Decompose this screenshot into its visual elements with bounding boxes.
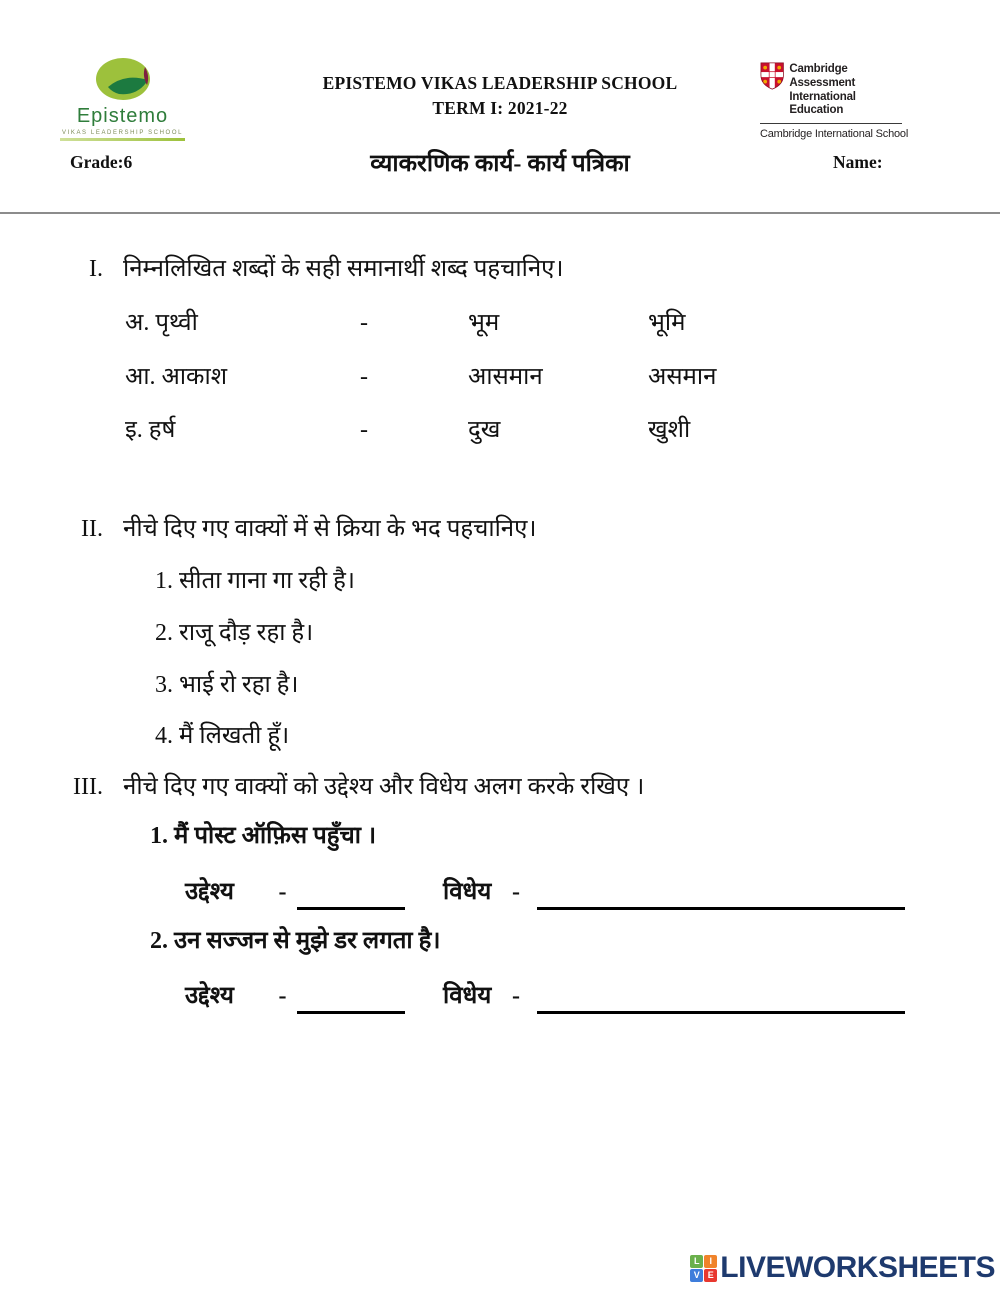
block-letter: E xyxy=(704,1269,717,1282)
dash: - xyxy=(512,878,520,905)
worksheet-body xyxy=(0,240,1000,1014)
match-option[interactable]: दुख xyxy=(468,417,501,444)
section2-question: नीचे दिए गए वाक्यों में से क्रिया के भद पहचानिए। xyxy=(123,516,537,543)
meta-row xyxy=(0,146,1000,180)
match-row xyxy=(125,360,1000,395)
name-label: Name: xyxy=(833,152,883,172)
section2-header xyxy=(0,512,1000,547)
vidheya-answer-blank[interactable] xyxy=(537,984,905,1014)
match-dash: - xyxy=(360,417,368,444)
sentence-item: 3. भाई रो रहा है। xyxy=(155,671,299,698)
section3-header xyxy=(0,770,1000,805)
dash: - xyxy=(278,878,287,905)
section3-question: नीचे दिए गए वाक्यों को उद्देश्य और विधेय अलग करके रखिए । xyxy=(123,774,645,801)
epistemo-underline xyxy=(60,138,185,141)
liveworksheets-link[interactable] xyxy=(690,1251,995,1285)
cambridge-logo xyxy=(760,61,908,140)
match-option[interactable]: भूम xyxy=(468,309,500,336)
match-dash: - xyxy=(360,309,368,336)
section1-header xyxy=(0,252,1000,287)
sentence-item: 1. सीता गाना गा रही है। xyxy=(155,567,355,594)
cambridge-line2: International Education xyxy=(789,90,856,117)
block-letter: I xyxy=(704,1255,717,1268)
sentence-item: 1. मैं पोस्ट ऑफ़िस पहुँचा । xyxy=(150,822,377,849)
block-letter: V xyxy=(690,1269,703,1282)
match-row xyxy=(125,306,1000,341)
match-option[interactable]: आसमान xyxy=(468,363,543,390)
section3-number: III. xyxy=(73,774,103,801)
sentence-item: 2. उन सज्जन से मुझे डर लगता है। xyxy=(150,927,441,954)
cambridge-line1: Cambridge Assessment xyxy=(789,63,856,89)
vidheya-label: विधेय xyxy=(443,983,492,1010)
epistemo-tagline: VIKAS LEADERSHIP SCHOOL xyxy=(61,130,184,136)
uddeshya-answer-blank[interactable] xyxy=(297,880,405,910)
match-word: अ. पृथ्वी xyxy=(125,309,198,336)
match-option[interactable]: असमान xyxy=(648,363,717,390)
cambridge-shield-icon xyxy=(760,61,784,91)
worksheet-title: व्याकरणिक कार्य- कार्य पत्रिका xyxy=(370,151,630,177)
cambridge-text xyxy=(789,61,908,118)
term-label: TERM I: 2021-22 xyxy=(432,98,568,119)
match-word: आ. आकाश xyxy=(125,363,228,390)
section2-number: II. xyxy=(81,516,103,543)
block-letter: L xyxy=(690,1255,703,1268)
answer-row xyxy=(185,979,1000,1014)
cambridge-divider xyxy=(760,123,902,124)
page-header xyxy=(0,55,1000,210)
uddeshya-answer-blank[interactable] xyxy=(297,984,405,1014)
match-row xyxy=(125,413,1000,448)
cambridge-school-label: Cambridge International School xyxy=(760,128,909,141)
sentence-item: 4. मैं लिखती हूँ। xyxy=(155,723,290,750)
uddeshya-label: उद्देश्य xyxy=(185,878,234,905)
dash: - xyxy=(512,983,520,1010)
match-dash: - xyxy=(360,363,368,390)
answer-row xyxy=(185,875,1000,910)
section1-number: I. xyxy=(89,256,103,282)
dash: - xyxy=(278,983,287,1010)
match-option[interactable]: खुशी xyxy=(648,417,691,444)
sentence-item: 2. राजू दौड़ रहा है। xyxy=(155,619,314,646)
uddeshya-label: उद्देश्य xyxy=(185,983,234,1010)
match-option[interactable]: भूमि xyxy=(648,309,686,336)
school-name: EPISTEMO VIKAS LEADERSHIP SCHOOL xyxy=(322,73,678,93)
liveworksheets-blocks-icon xyxy=(690,1255,717,1282)
vidheya-answer-blank[interactable] xyxy=(537,880,905,910)
epistemo-name: Epistemo xyxy=(76,105,169,127)
grade-label: Grade:6 xyxy=(70,152,133,172)
match-word: इ. हर्ष xyxy=(125,417,176,444)
liveworksheets-wordmark: LIVEWORKSHEETS xyxy=(720,1251,995,1284)
vidheya-label: विधेय xyxy=(443,878,492,905)
section1-question: निम्नलिखित शब्दों के सही समानार्थी शब्द पहचानिए। xyxy=(123,256,564,282)
header-rule xyxy=(0,212,1000,214)
